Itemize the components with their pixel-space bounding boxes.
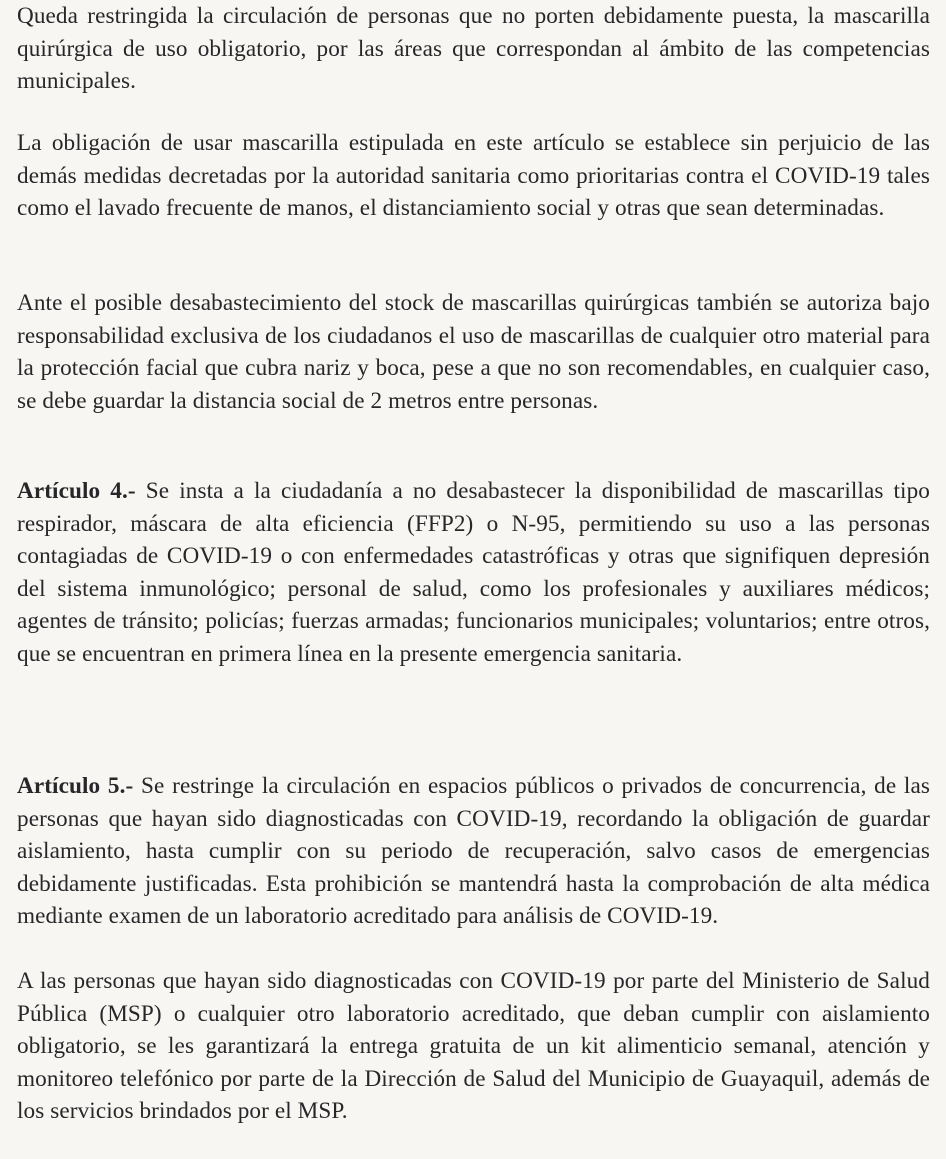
paragraph-mask-obligation (17, 127, 930, 225)
paragraph-text: La obligación de usar mascarilla estipulada en este artículo se establece sin perjuicio de las demás medidas decretadas por la autoridad sanitaria como prioritarias contra el COVID-19 tales como el lavado frecuente de manos, el distanciamiento social y otras que sean determinadas. (17, 130, 930, 222)
article-label: Artículo 4.- (17, 478, 136, 504)
article-5 (17, 770, 930, 933)
article-label: Artículo 5.- (17, 773, 134, 799)
article-text: Se insta a la ciudadanía a no desabastecer la disponibilidad de mascarillas tipo respirador, máscara de alta eficiencia (FFP2) o N-95, permitiendo su uso a las personas contagiadas de COVID-19 o con enfermedades catastróficas y otras que signifiquen depresión del sistema inmunológico; personal de salud, como los profesionales y auxiliares médicos; agentes de tránsito; policías; fuerzas armadas; funcionarios municipales; voluntarios; entre otros, que se encuentran en primera línea en la presente emergencia sanitaria. (17, 478, 930, 667)
article-text: Se restringe la circulación en espacios públicos o privados de concurrencia, de las personas que hayan sido diagnosticadas con COVID-19, recordando la obligación de guardar aislamiento, hasta cumplir con su periodo de recuperación, salvo casos de emergencias debidamente justificadas. Esta prohibición se mantendrá hasta la comprobación de alta médica mediante examen de un laboratorio acreditado para análisis de COVID-19. (17, 773, 930, 930)
paragraph-text: A las personas que hayan sido diagnosticadas con COVID-19 por parte del Ministerio de Salud Pública (MSP) o cualquier otro laboratorio acreditado, que deban cumplir con aislamiento obligatorio, se les garantizará la entrega gratuita de un kit alimenticio semanal, atención y monitoreo telefónico por parte de la Dirección de Salud del Municipio de Guayaquil, además de los servicios brindados por el MSP. (17, 968, 930, 1125)
paragraph-text: Queda restringida la circulación de personas que no porten debidamente puesta, la mascarilla quirúrgica de uso obligatorio, por las áreas que correspondan al ámbito de las competencias municipales. (17, 3, 930, 95)
paragraph-mask-restriction (17, 0, 930, 98)
paragraph-mask-shortage (17, 287, 930, 417)
paragraph-text: Ante el posible desabastecimiento del stock de mascarillas quirúrgicas también se autoriza bajo responsabilidad exclusiva de los ciudadanos el uso de mascarillas de cualquier otro material para la protección facial que cubra nariz y boca, pese a que no son recomendables, en cualquier caso, se debe guardar la distancia social de 2 metros entre personas. (17, 290, 930, 414)
article-4 (17, 475, 930, 671)
paragraph-covid-support (17, 965, 930, 1128)
